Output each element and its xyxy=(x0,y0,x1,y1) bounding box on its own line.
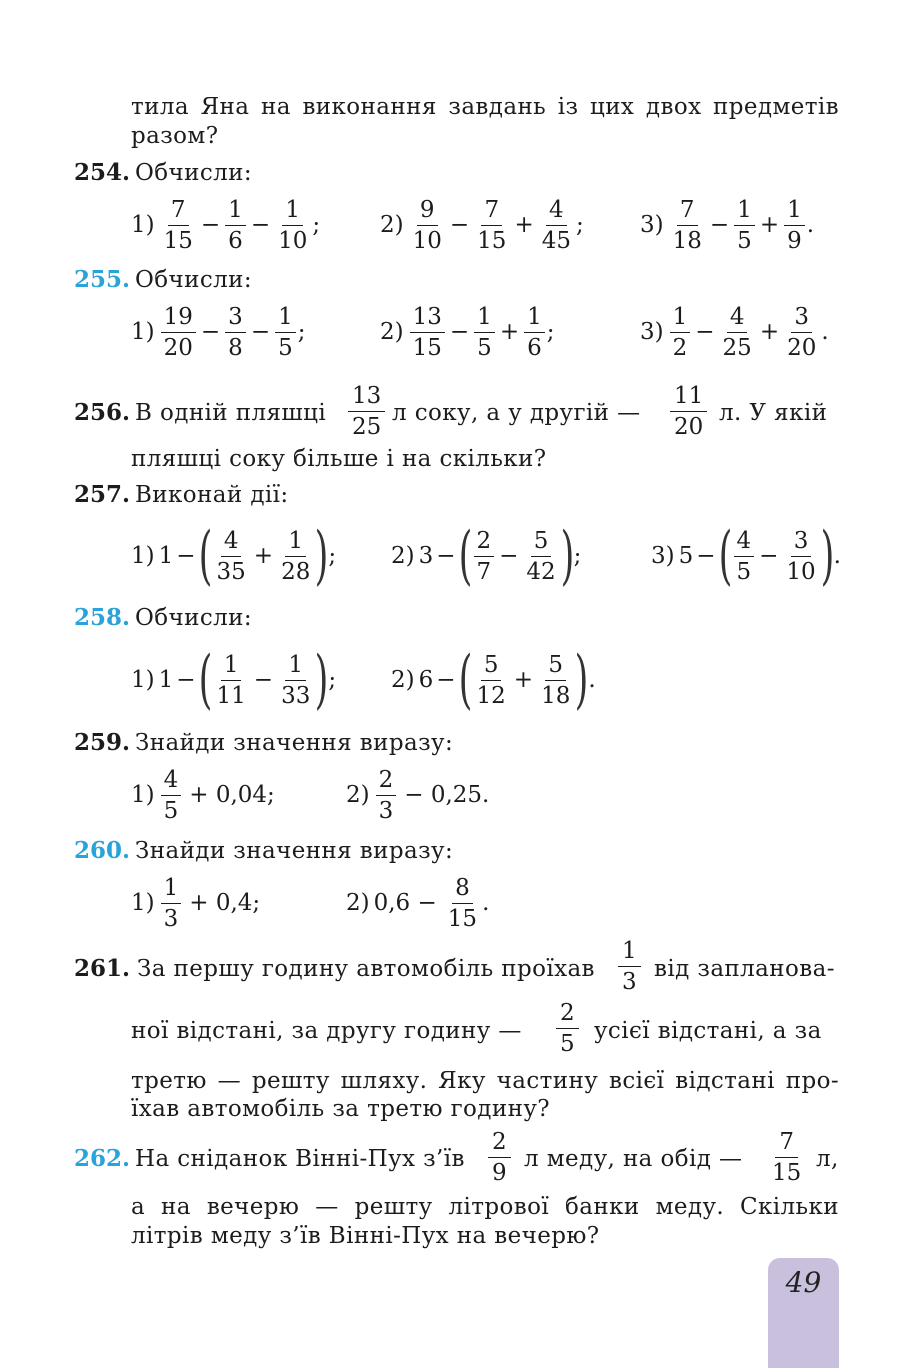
problem-258-number: 258. xyxy=(74,604,131,631)
problem-262-text-c: л, xyxy=(816,1146,839,1172)
problem-256-fraction-1: 13 25 xyxy=(348,382,385,441)
problem-255-item-3: 3) $\frac{1}{2}$ − $\frac{4}{25}$ + $\frac{3}{20}$ . xyxy=(640,303,829,361)
problem-261-text-b: від запланова- xyxy=(654,956,835,982)
problem-254-item-2: 2) $\frac{9}{10}$ − $\frac{7}{15}$ + $\frac{4}{45}$ ; xyxy=(380,196,584,254)
problem-257-items xyxy=(131,521,851,591)
problem-259-prompt: Знайди значення виразу: xyxy=(135,730,454,756)
problem-262-text-b: л меду, на обід — xyxy=(524,1146,743,1172)
problem-260-items xyxy=(131,868,631,938)
problem-261-fraction-1: 1 3 xyxy=(618,937,641,996)
problem-257-item-3: 3) 5 − ( $\frac{4}{5}$ − $\frac{3}{10}$ ) . xyxy=(651,519,841,593)
problem-260-item-1: 1) $\frac{1}{3}$ + 0,4; xyxy=(131,874,261,932)
problem-261-text-d: усієї відстані, а за xyxy=(594,1018,822,1044)
problem-255-item-1: 1) $\frac{19}{20}$ − $\frac{3}{8}$ − $\frac{1}{5}$ ; xyxy=(131,303,306,361)
problem-255-item-2: 2) $\frac{13}{15}$ − $\frac{1}{5}$ + $\frac{1}{6}$ ; xyxy=(380,303,555,361)
problem-254-prompt: Обчисли: xyxy=(135,160,253,186)
problem-261-number: 261. xyxy=(74,955,131,982)
problem-258-item-1: 1) 1 − ( $\frac{1}{11}$ − $\frac{1}{33}$ ) ; xyxy=(131,643,337,717)
problem-260-item-2: 2) 0,6 − $\frac{8}{15}$ . xyxy=(346,874,490,932)
problem-254-number: 254. xyxy=(74,159,131,186)
problem-259-item-2: 2) $\frac{2}{3}$ − 0,25. xyxy=(346,766,490,824)
problem-255-items xyxy=(131,297,851,367)
problem-256-text-c: л. У якій xyxy=(719,400,828,426)
problem-255-prompt: Обчисли: xyxy=(135,267,253,293)
problem-261-text-c: ної відстані, за другу годину — xyxy=(131,1018,522,1044)
problem-257-prompt: Виконай дії: xyxy=(135,482,289,508)
problem-262-fraction-2: 7 15 xyxy=(772,1129,802,1186)
problem-260-prompt: Знайди значення виразу: xyxy=(135,838,454,864)
page-number: 49 xyxy=(785,1266,822,1299)
problem-257-number: 257. xyxy=(74,481,131,508)
problem-261-text-a: За першу годину автомобіль проїхав xyxy=(137,956,595,982)
problem-256-line-2: пляшці соку більше і на скільки? xyxy=(131,446,547,472)
problem-254-item-1: 1) $\frac{7}{15}$ − $\frac{1}{6}$ − $\frac{1}{10}$ ; xyxy=(131,196,321,254)
problem-255-number: 255. xyxy=(74,266,131,293)
problem-258-items xyxy=(131,645,851,715)
problem-259-items xyxy=(131,760,631,830)
problem-262-fraction-1: 2 9 xyxy=(488,1128,511,1187)
page-number-tab xyxy=(768,1258,839,1368)
problem-262-text-a: На сніданок Вінні-Пух з’їв xyxy=(135,1146,465,1172)
problem-257-item-1: 1) 1 − ( $\frac{4}{35}$ + $\frac{1}{28}$ ) ; xyxy=(131,519,337,593)
intro-line-2: разом? xyxy=(131,123,219,149)
problem-261-fraction-2: 2 5 xyxy=(556,999,579,1058)
problem-262-line-3: літрів меду з’їв Вінні-Пух на вечерю? xyxy=(131,1223,600,1249)
problem-256-text-a: В одній пляшці xyxy=(135,400,327,426)
problem-262-line-2: а на вечерю — решту літрової банки меду. Скільки xyxy=(131,1194,839,1220)
intro-line-1: тила Яна на виконання завдань із цих двох предметів xyxy=(131,94,839,120)
problem-260-number: 260. xyxy=(74,837,131,864)
problem-257-item-2: 2) 3 − ( $\frac{2}{7}$ − $\frac{5}{42}$ ) ; xyxy=(391,519,582,593)
problem-262-number: 262. xyxy=(74,1145,131,1172)
problem-254-items xyxy=(131,190,851,260)
problem-261-line-3: третю — решту шляху. Яку частину всієї відстані про- xyxy=(131,1068,839,1094)
problem-256-text-b: л соку, а у другій — xyxy=(392,400,641,426)
problem-256-number: 256. xyxy=(74,399,131,426)
problem-259-item-1: 1) $\frac{4}{5}$ + 0,04; xyxy=(131,766,275,824)
problem-256-fraction-2: 11 20 xyxy=(670,382,707,441)
problem-258-item-2: 2) 6 − ( $\frac{5}{12}$ + $\frac{5}{18}$ ) . xyxy=(391,643,596,717)
problem-254-item-3: 3) $\frac{7}{18}$ − $\frac{1}{5}$ + $\frac{1}{9}$ . xyxy=(640,196,815,254)
problem-259-number: 259. xyxy=(74,729,131,756)
problem-258-prompt: Обчисли: xyxy=(135,605,253,631)
problem-261-line-4: їхав автомобіль за третю годину? xyxy=(131,1096,550,1122)
